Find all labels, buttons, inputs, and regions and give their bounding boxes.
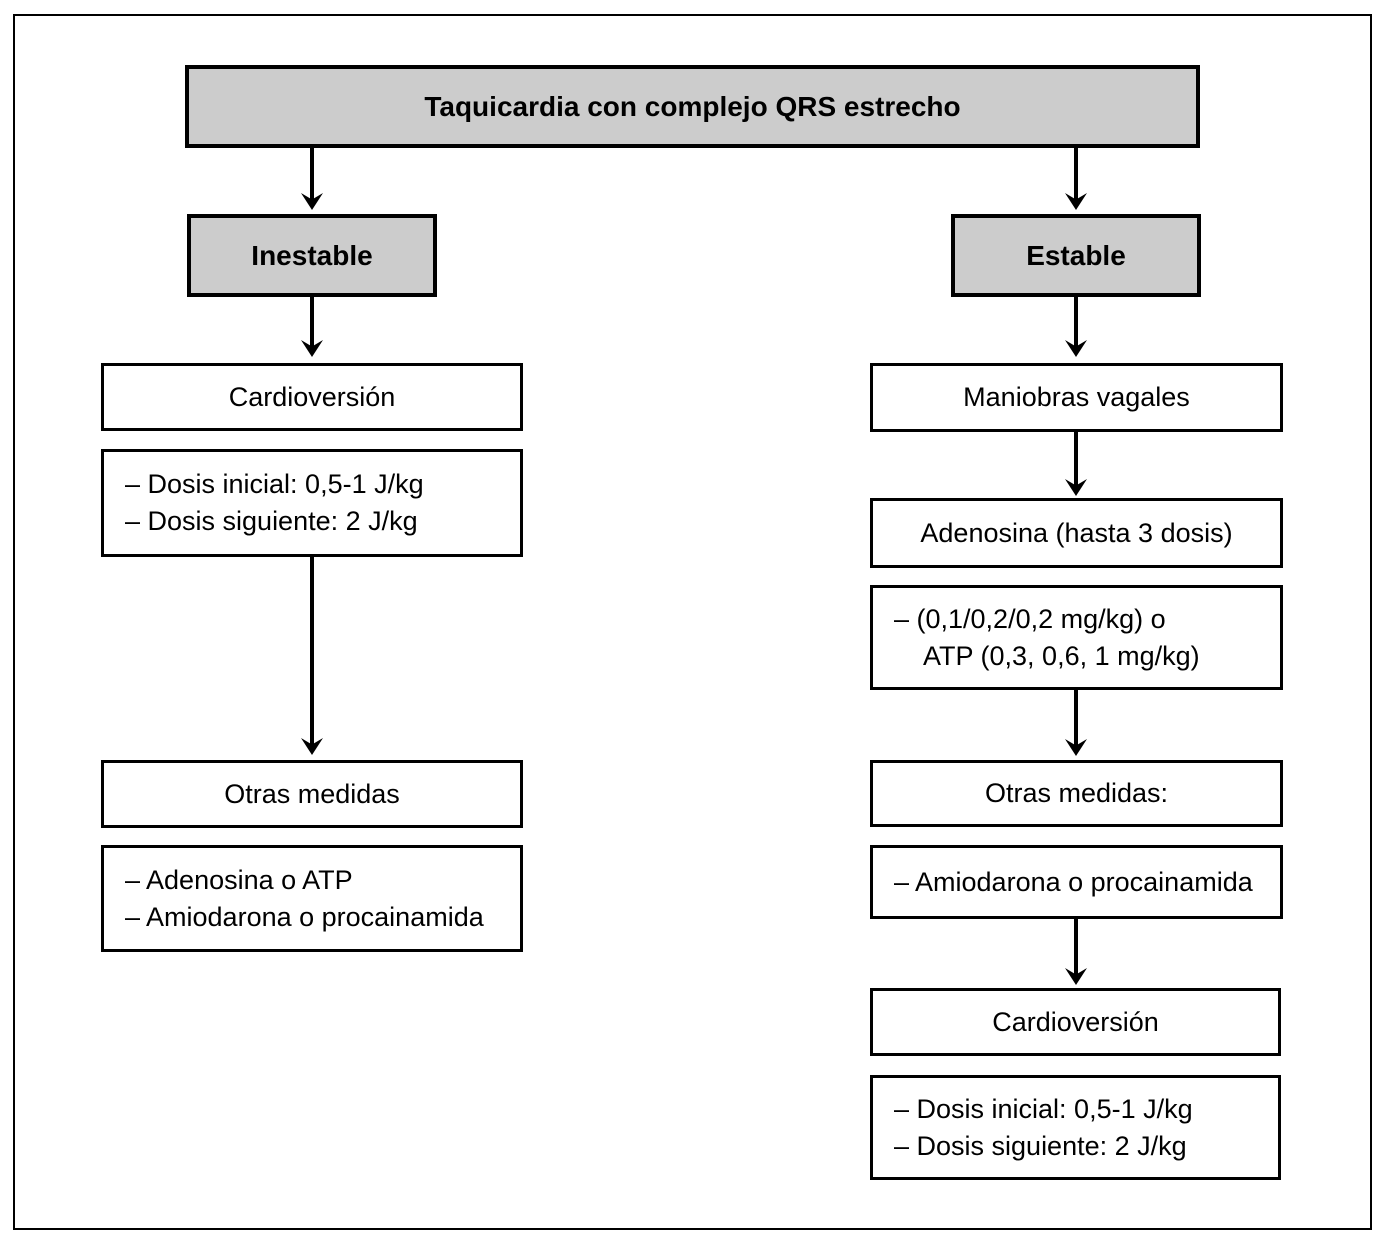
arrow-shaft	[1074, 690, 1078, 748]
node-adenosina-dosis	[870, 585, 1283, 690]
arrow-shaft	[1074, 919, 1078, 977]
node-estable-label: Estable	[1026, 240, 1126, 271]
node-right-cardioversion-label: Cardioversión	[992, 1006, 1159, 1037]
node-root	[185, 65, 1200, 148]
flow-arrow-adenosina-otras	[1064, 690, 1088, 756]
dosis-line: – Dosis inicial: 0,5-1 J/kg	[894, 1093, 1193, 1124]
node-root-label: Taquicardia con complejo QRS estrecho	[424, 91, 961, 122]
node-maniobras-vagales	[870, 363, 1283, 432]
flow-arrow-dosis-otras	[300, 557, 324, 755]
node-left-otras-medidas-label: Otras medidas	[224, 778, 400, 809]
flow-arrow-estable-maniobras	[1064, 297, 1088, 357]
node-amiodarona	[870, 845, 1283, 919]
detalle-line: – Adenosina o ATP	[125, 864, 353, 895]
arrow-shaft	[310, 148, 314, 202]
node-left-dosis	[101, 449, 523, 557]
flow-arrow-amiodarona-cardioversion	[1064, 919, 1088, 985]
flow-arrow-maniobras-adenosina	[1064, 432, 1088, 496]
flow-arrow-root-estable	[1064, 148, 1088, 210]
arrow-shaft	[1074, 297, 1078, 349]
node-left-otras-medidas	[101, 760, 523, 828]
node-inestable-label: Inestable	[251, 240, 373, 271]
node-left-otras-detalle	[101, 845, 523, 952]
dosis-line: – Dosis siguiente: 2 J/kg	[894, 1130, 1187, 1161]
dosis-line: – Dosis siguiente: 2 J/kg	[125, 506, 418, 536]
node-adenosina-label: Adenosina (hasta 3 dosis)	[920, 517, 1233, 548]
node-inestable	[187, 214, 437, 297]
arrow-shaft	[1074, 432, 1078, 488]
flow-arrow-inestable-cardioversion	[300, 297, 324, 357]
flow-arrow-root-inestable	[300, 148, 324, 210]
arrow-shaft	[1074, 148, 1078, 202]
arrow-shaft	[310, 297, 314, 349]
detalle-line: – Amiodarona o procainamida	[125, 901, 484, 932]
node-left-cardioversion-label: Cardioversión	[228, 381, 396, 412]
dosis-line: – (0,1/0,2/0,2 mg/kg) o	[894, 603, 1166, 634]
node-right-cardioversion	[870, 988, 1281, 1056]
node-maniobras-vagales-label: Maniobras vagales	[963, 382, 1190, 412]
node-adenosina	[870, 498, 1283, 568]
node-left-cardioversion	[101, 363, 523, 431]
node-amiodarona-label: – Amiodarona o procainamida	[894, 866, 1253, 897]
dosis-line: – Dosis inicial: 0,5-1 J/kg	[125, 469, 424, 499]
node-estable	[951, 214, 1201, 297]
node-right-dosis	[870, 1075, 1281, 1180]
arrow-shaft	[310, 557, 314, 747]
node-right-otras-medidas-label: Otras medidas:	[984, 778, 1169, 808]
dosis-line: ATP (0,3, 0,6, 1 mg/kg)	[923, 640, 1200, 671]
node-right-otras-medidas	[870, 760, 1283, 827]
